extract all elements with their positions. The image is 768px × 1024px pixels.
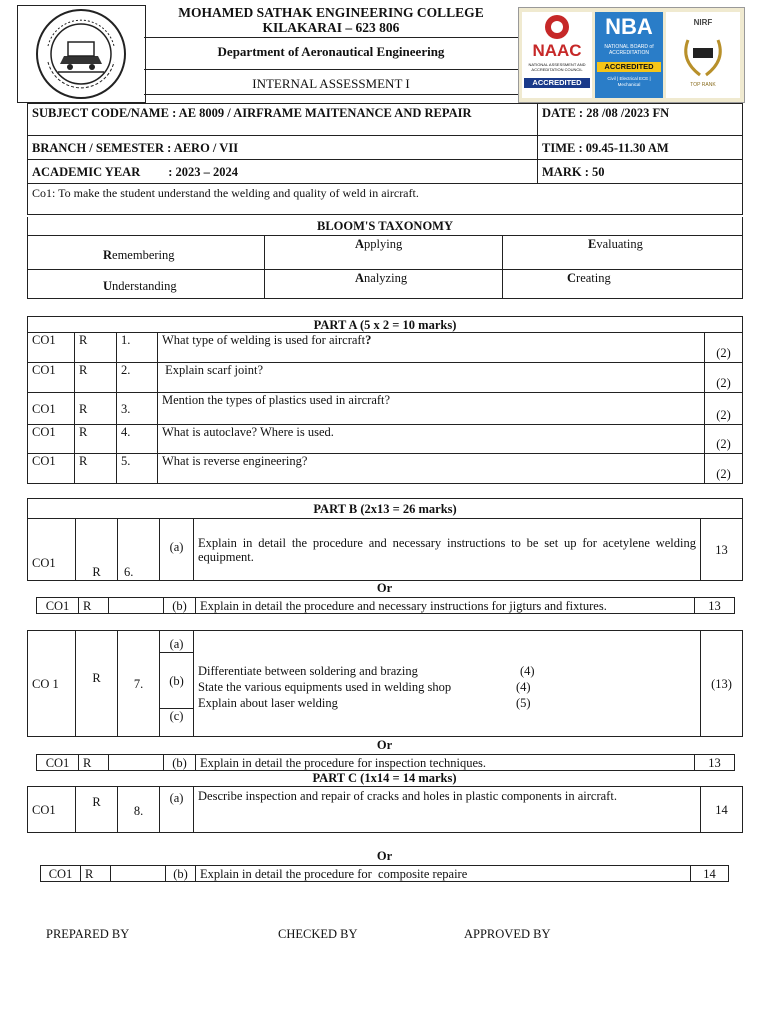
- question-text: What type of welding is used for aircraft?: [158, 333, 705, 363]
- table-row: CO1 R 6. (a) Explain in detail the procedure and necessary instructions to be set up for acetylene welding equipment. 13: [28, 519, 743, 581]
- academic-year: ACADEMIC YEAR : 2023 – 2024: [28, 160, 538, 184]
- table-row: CO1 R 4. What is autoclave? Where is used. (2): [28, 425, 743, 454]
- level-creating: Creating: [503, 269, 743, 298]
- part-c-q8b-table: [40, 865, 729, 882]
- exam-info-table: [27, 103, 743, 215]
- question-text: Differentiate between soldering and brazing (4) State the various equipments used in welding shop (4) Explain about laser welding (5): [194, 631, 701, 737]
- question-text: What is autoclave? Where is used.: [158, 425, 705, 454]
- part-c-title: PART C (1x14 = 14 marks): [312, 771, 457, 785]
- accreditation-badges: [518, 7, 745, 103]
- or-separator: Or: [376, 581, 393, 595]
- subject-code: SUBJECT CODE/NAME : AE 8009 / AIRFRAME MAITENANCE AND REPAIR: [28, 104, 538, 136]
- exam-time: TIME : 09.45-11.30 AM: [538, 136, 743, 160]
- table-row: CO1 R (b) Explain in detail the procedure for composite repaire 14: [41, 866, 729, 882]
- naac-emblem-icon: [522, 12, 592, 42]
- assessment-title: INTERNAL ASSESSMENT I: [252, 76, 410, 91]
- table-row: CO1 R 1. What type of welding is used for aircraft? (2): [28, 333, 743, 363]
- level-understanding: Understanding: [28, 269, 265, 298]
- table-row: CO1 R (b) Explain in detail the procedure and necessary instructions for jigturs and fixtures. 13: [37, 598, 735, 614]
- question-text: Mention the types of plastics used in aircraft?: [158, 393, 705, 425]
- branch-semester: BRANCH / SEMESTER : AERO / VII: [28, 136, 538, 160]
- part-a-title: PART A (5 x 2 = 10 marks): [28, 317, 743, 333]
- college-logo: [17, 5, 146, 103]
- prepared-by: PREPARED BY: [46, 927, 130, 941]
- level-remembering: Remembering: [28, 235, 265, 269]
- blooms-title: BLOOM'S TAXONOMY: [28, 217, 743, 235]
- part-b-q6b-table: [36, 597, 735, 614]
- nirf-badge: NIRF TOP RANK: [666, 12, 740, 98]
- question-text: Explain scarf joint?: [158, 363, 705, 393]
- laurel-icon: [678, 30, 728, 80]
- table-row: CO1 R (b) Explain in detail the procedure for inspection techniques. 13: [37, 755, 735, 771]
- question-text: What is reverse engineering?: [158, 454, 705, 484]
- part-b-q7-table: CO 1 R 7. (a) Differentiate between soldering and brazing (4) State the various equipments used in welding shop (4) Explain about laser welding (5) (13) (b) (c): [27, 630, 743, 737]
- college-seal-icon: [18, 6, 145, 102]
- part-b-q7b-table: [36, 754, 735, 771]
- question-text: Describe inspection and repair of cracks and holes in plastic components in aircraft.: [194, 787, 701, 833]
- naac-badge: NAAC NATIONAL ASSESSMENT AND ACCREDITATION COUNCIL ACCREDITED: [522, 12, 592, 98]
- part-b-table: [27, 498, 743, 581]
- part-b-title: PART B (2x13 = 26 marks): [28, 499, 743, 519]
- approved-by: APPROVED BY: [464, 927, 551, 941]
- nba-badge: NBA NATIONAL BOARD of ACCREDITATION ACCREDITED Civil | Electrical ECE | Mechanical: [595, 12, 663, 98]
- table-row: CO1 R 3. Mention the types of plastics used in aircraft? (2): [28, 393, 743, 425]
- total-marks: MARK : 50: [538, 160, 743, 184]
- header: [17, 5, 742, 103]
- course-outcome: Co1: To make the student understand the welding and quality of weld in aircraft.: [28, 184, 743, 215]
- exam-date: DATE : 28 /08 /2023 FN: [538, 104, 743, 136]
- question-text: Explain in detail the procedure and necessary instructions for jigturs and fixtures.: [196, 598, 695, 614]
- table-row: CO1 R 8. (a) Describe inspection and repair of cracks and holes in plastic components in aircraft. 14: [28, 787, 743, 833]
- department: Department of Aeronautical Engineering: [217, 44, 445, 59]
- level-applying: Applying: [265, 235, 503, 269]
- table-row: CO 1 R 7. (a) Differentiate between soldering and brazing (4) State the various equipments used in welding shop (4) Explain about laser welding (5) (13): [28, 631, 743, 653]
- college-name: MOHAMED SATHAK ENGINEERING COLLEGE: [178, 5, 484, 20]
- checked-by: CHECKED BY: [278, 927, 358, 941]
- question-text: Explain in detail the procedure for composite repaire: [196, 866, 691, 882]
- table-row: CO1 R 5. What is reverse engineering? (2): [28, 454, 743, 484]
- level-evaluating: Evaluating: [503, 235, 743, 269]
- part-a-table: [27, 316, 743, 484]
- part-c-table: [27, 786, 743, 833]
- college-address: KILAKARAI – 623 806: [262, 20, 400, 35]
- question-text: Explain in detail the procedure for inspection techniques.: [196, 755, 695, 771]
- blooms-taxonomy-table: [27, 217, 743, 299]
- or-separator: Or: [376, 849, 393, 863]
- or-separator: Or: [376, 738, 393, 752]
- level-analyzing: Analyzing: [265, 269, 503, 298]
- question-text: Explain in detail the procedure and necessary instructions to be set up for acetylene welding equipment.: [194, 519, 701, 581]
- table-row: CO1 R 2. Explain scarf joint? (2): [28, 363, 743, 393]
